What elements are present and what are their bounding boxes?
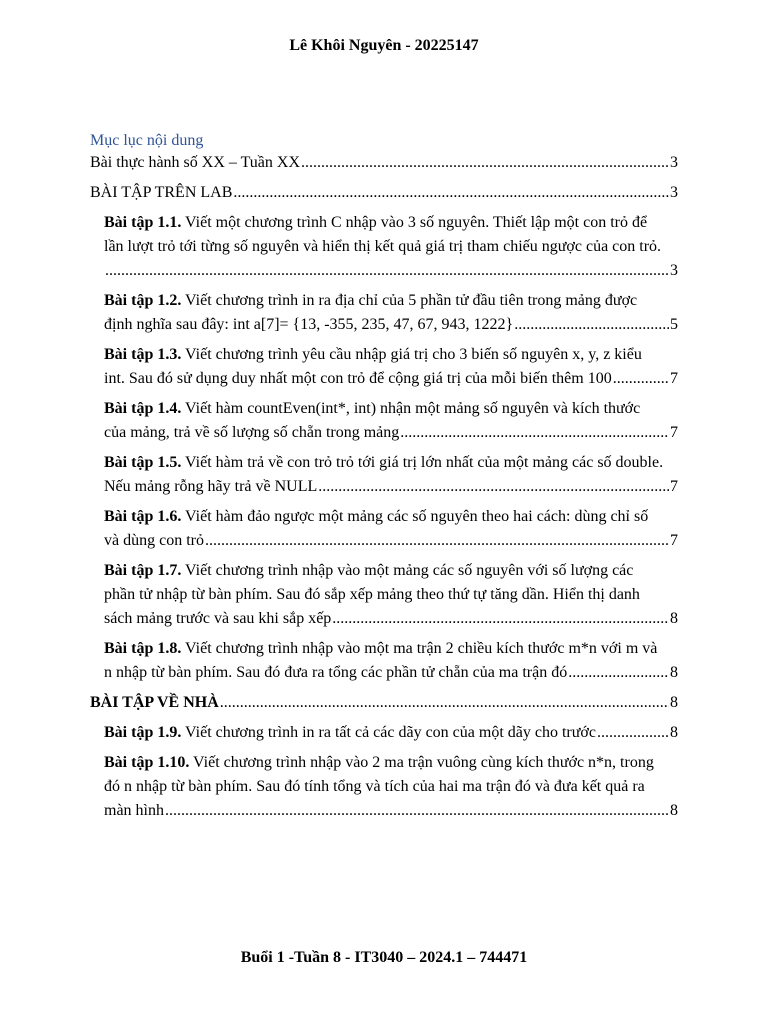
toc-page-number: 3: [670, 184, 678, 201]
toc-page-number: 3: [670, 154, 678, 171]
toc-entry-text: BÀI TẬP VỀ NHÀ: [90, 694, 219, 711]
toc-title: Mục lục nội dung: [90, 132, 204, 149]
toc-entry[interactable]: [104, 343, 678, 391]
toc-page-number: 7: [670, 532, 678, 549]
toc-page-number: 5: [670, 316, 678, 333]
toc-page-number: 8: [670, 610, 678, 627]
toc-entry-text: Viết chương trình in ra địa chỉ của 5 phần tử đầu tiên trong mảng được: [181, 292, 638, 309]
toc-entry-label: Bài tập 1.4.: [104, 400, 182, 417]
toc-entry[interactable]: [104, 559, 678, 631]
toc-entry[interactable]: [104, 637, 678, 685]
toc-entry[interactable]: [104, 751, 678, 823]
toc-entry-label: Bài tập 1.1.: [104, 214, 182, 231]
toc-entry-text: int. Sau đó sử dụng duy nhất một con trỏ để cộng giá trị của mỗi biến thêm 100: [104, 370, 612, 387]
toc-entry-label: Bài tập 1.10.: [104, 754, 190, 771]
toc-page-number: 7: [670, 478, 678, 495]
page-header: Lê Khôi Nguyên - 20225147: [289, 37, 479, 54]
toc-entry[interactable]: [104, 397, 678, 445]
toc-entry-text: Viết chương trình in ra tất cả các dãy con của một dãy cho trước: [181, 724, 596, 741]
toc-entry-text: n nhập từ bàn phím. Sau đó đưa ra tổng các phần tử chẵn của ma trận đó: [104, 664, 568, 681]
toc-entry-text: phần tử nhập từ bàn phím. Sau đó sắp xếp mảng theo thứ tự tăng dần. Hiển thị danh: [104, 586, 640, 603]
toc-entry-text: Viết hàm đảo ngược một mảng các số nguyên theo hai cách: dùng chỉ số: [181, 508, 649, 525]
toc-entry[interactable]: [104, 505, 678, 553]
toc-entry-label: Bài tập 1.6.: [104, 508, 182, 525]
toc-page-number: 7: [670, 424, 678, 441]
toc-entry-label: Bài tập 1.9.: [104, 724, 182, 741]
toc-leader-dots: [301, 151, 669, 175]
toc-entry-label: Bài tập 1.3.: [104, 346, 182, 363]
toc-entries: [90, 151, 678, 823]
toc-entry-text: Viết chương trình nhập vào một ma trận 2 chiều kích thước m*n với m và: [181, 640, 658, 657]
toc-page-number: 3: [670, 262, 678, 279]
toc-entry-text: Viết chương trình nhập vào một mảng các số nguyên với số lượng các: [181, 562, 634, 579]
toc-entry[interactable]: [104, 451, 678, 499]
page-footer: Buổi 1 -Tuần 8 - IT3040 – 2024.1 – 744471: [240, 949, 528, 966]
toc-page-number: 7: [670, 370, 678, 387]
toc-entry[interactable]: [104, 211, 678, 283]
toc-entry-text: đó n nhập từ bàn phím. Sau đó tính tổng và tích của hai ma trận đó và đưa kết quả ra: [104, 778, 645, 795]
toc-entry-text: Viết chương trình nhập vào 2 ma trận vuông cùng kích thước n*n, trong: [189, 754, 654, 771]
toc-page-number: 8: [670, 802, 678, 819]
toc-entry[interactable]: [104, 721, 678, 745]
toc-entry-label: Bài tập 1.2.: [104, 292, 182, 309]
toc-entry-text: của mảng, trả về số lượng số chẵn trong mảng: [104, 424, 400, 441]
toc-entry[interactable]: [90, 691, 678, 715]
toc-entry-label: Bài tập 1.7.: [104, 562, 182, 579]
toc-leader-dots: [205, 529, 669, 553]
table-of-contents: [90, 131, 678, 823]
toc-leader-dots: [318, 475, 669, 499]
toc-entry-text: Viết một chương trình C nhập vào 3 số nguyên. Thiết lập một con trỏ để: [181, 214, 648, 231]
toc-leader-dots: [568, 661, 669, 685]
toc-entry-label: Bài tập 1.8.: [104, 640, 182, 657]
toc-page-number: 8: [670, 664, 678, 681]
toc-leader-dots: [105, 259, 669, 283]
toc-entry-text: BÀI TẬP TRÊN LAB: [90, 184, 233, 201]
toc-entry-text: Nếu mảng rỗng hãy trả về NULL: [104, 478, 318, 495]
toc-leader-dots: [233, 181, 669, 205]
toc-entry-text: Viết hàm countEven(int*, int) nhận một mảng số nguyên và kích thước: [181, 400, 641, 417]
toc-leader-dots: [165, 799, 669, 823]
toc-entry[interactable]: [90, 181, 678, 205]
toc-entry-text: sách mảng trước và sau khi sắp xếp: [104, 610, 332, 627]
toc-entry[interactable]: [90, 151, 678, 175]
toc-page-number: 8: [670, 694, 678, 711]
toc-entry-text: định nghĩa sau đây: int a[7]= {13, -355, 235, 47, 67, 943, 1222}: [104, 316, 514, 333]
toc-entry-text: màn hình: [104, 802, 164, 819]
toc-leader-dots: [220, 691, 669, 715]
toc-entry-text: và dùng con trỏ: [104, 532, 204, 549]
toc-entry-text: Viết chương trình yêu cầu nhập giá trị cho 3 biến số nguyên x, y, z kiểu: [181, 346, 642, 363]
toc-entry-label: Bài tập 1.5.: [104, 454, 182, 471]
toc-entry-text: lần lượt trỏ tới từng số nguyên và hiển thị kết quả giá trị tham chiếu ngược của con trỏ.: [104, 238, 662, 255]
toc-leader-dots: [400, 421, 669, 445]
toc-leader-dots: [332, 607, 669, 631]
toc-leader-dots: [597, 721, 669, 745]
toc-leader-dots: [613, 367, 669, 391]
toc-leader-dots: [514, 313, 669, 337]
toc-page-number: 8: [670, 724, 678, 741]
toc-entry[interactable]: [104, 289, 678, 337]
toc-entry-text: Bài thực hành số XX – Tuần XX: [90, 154, 301, 171]
toc-entry-text: Viết hàm trả về con trỏ trỏ tới giá trị lớn nhất của một mảng các số double.: [181, 454, 664, 471]
